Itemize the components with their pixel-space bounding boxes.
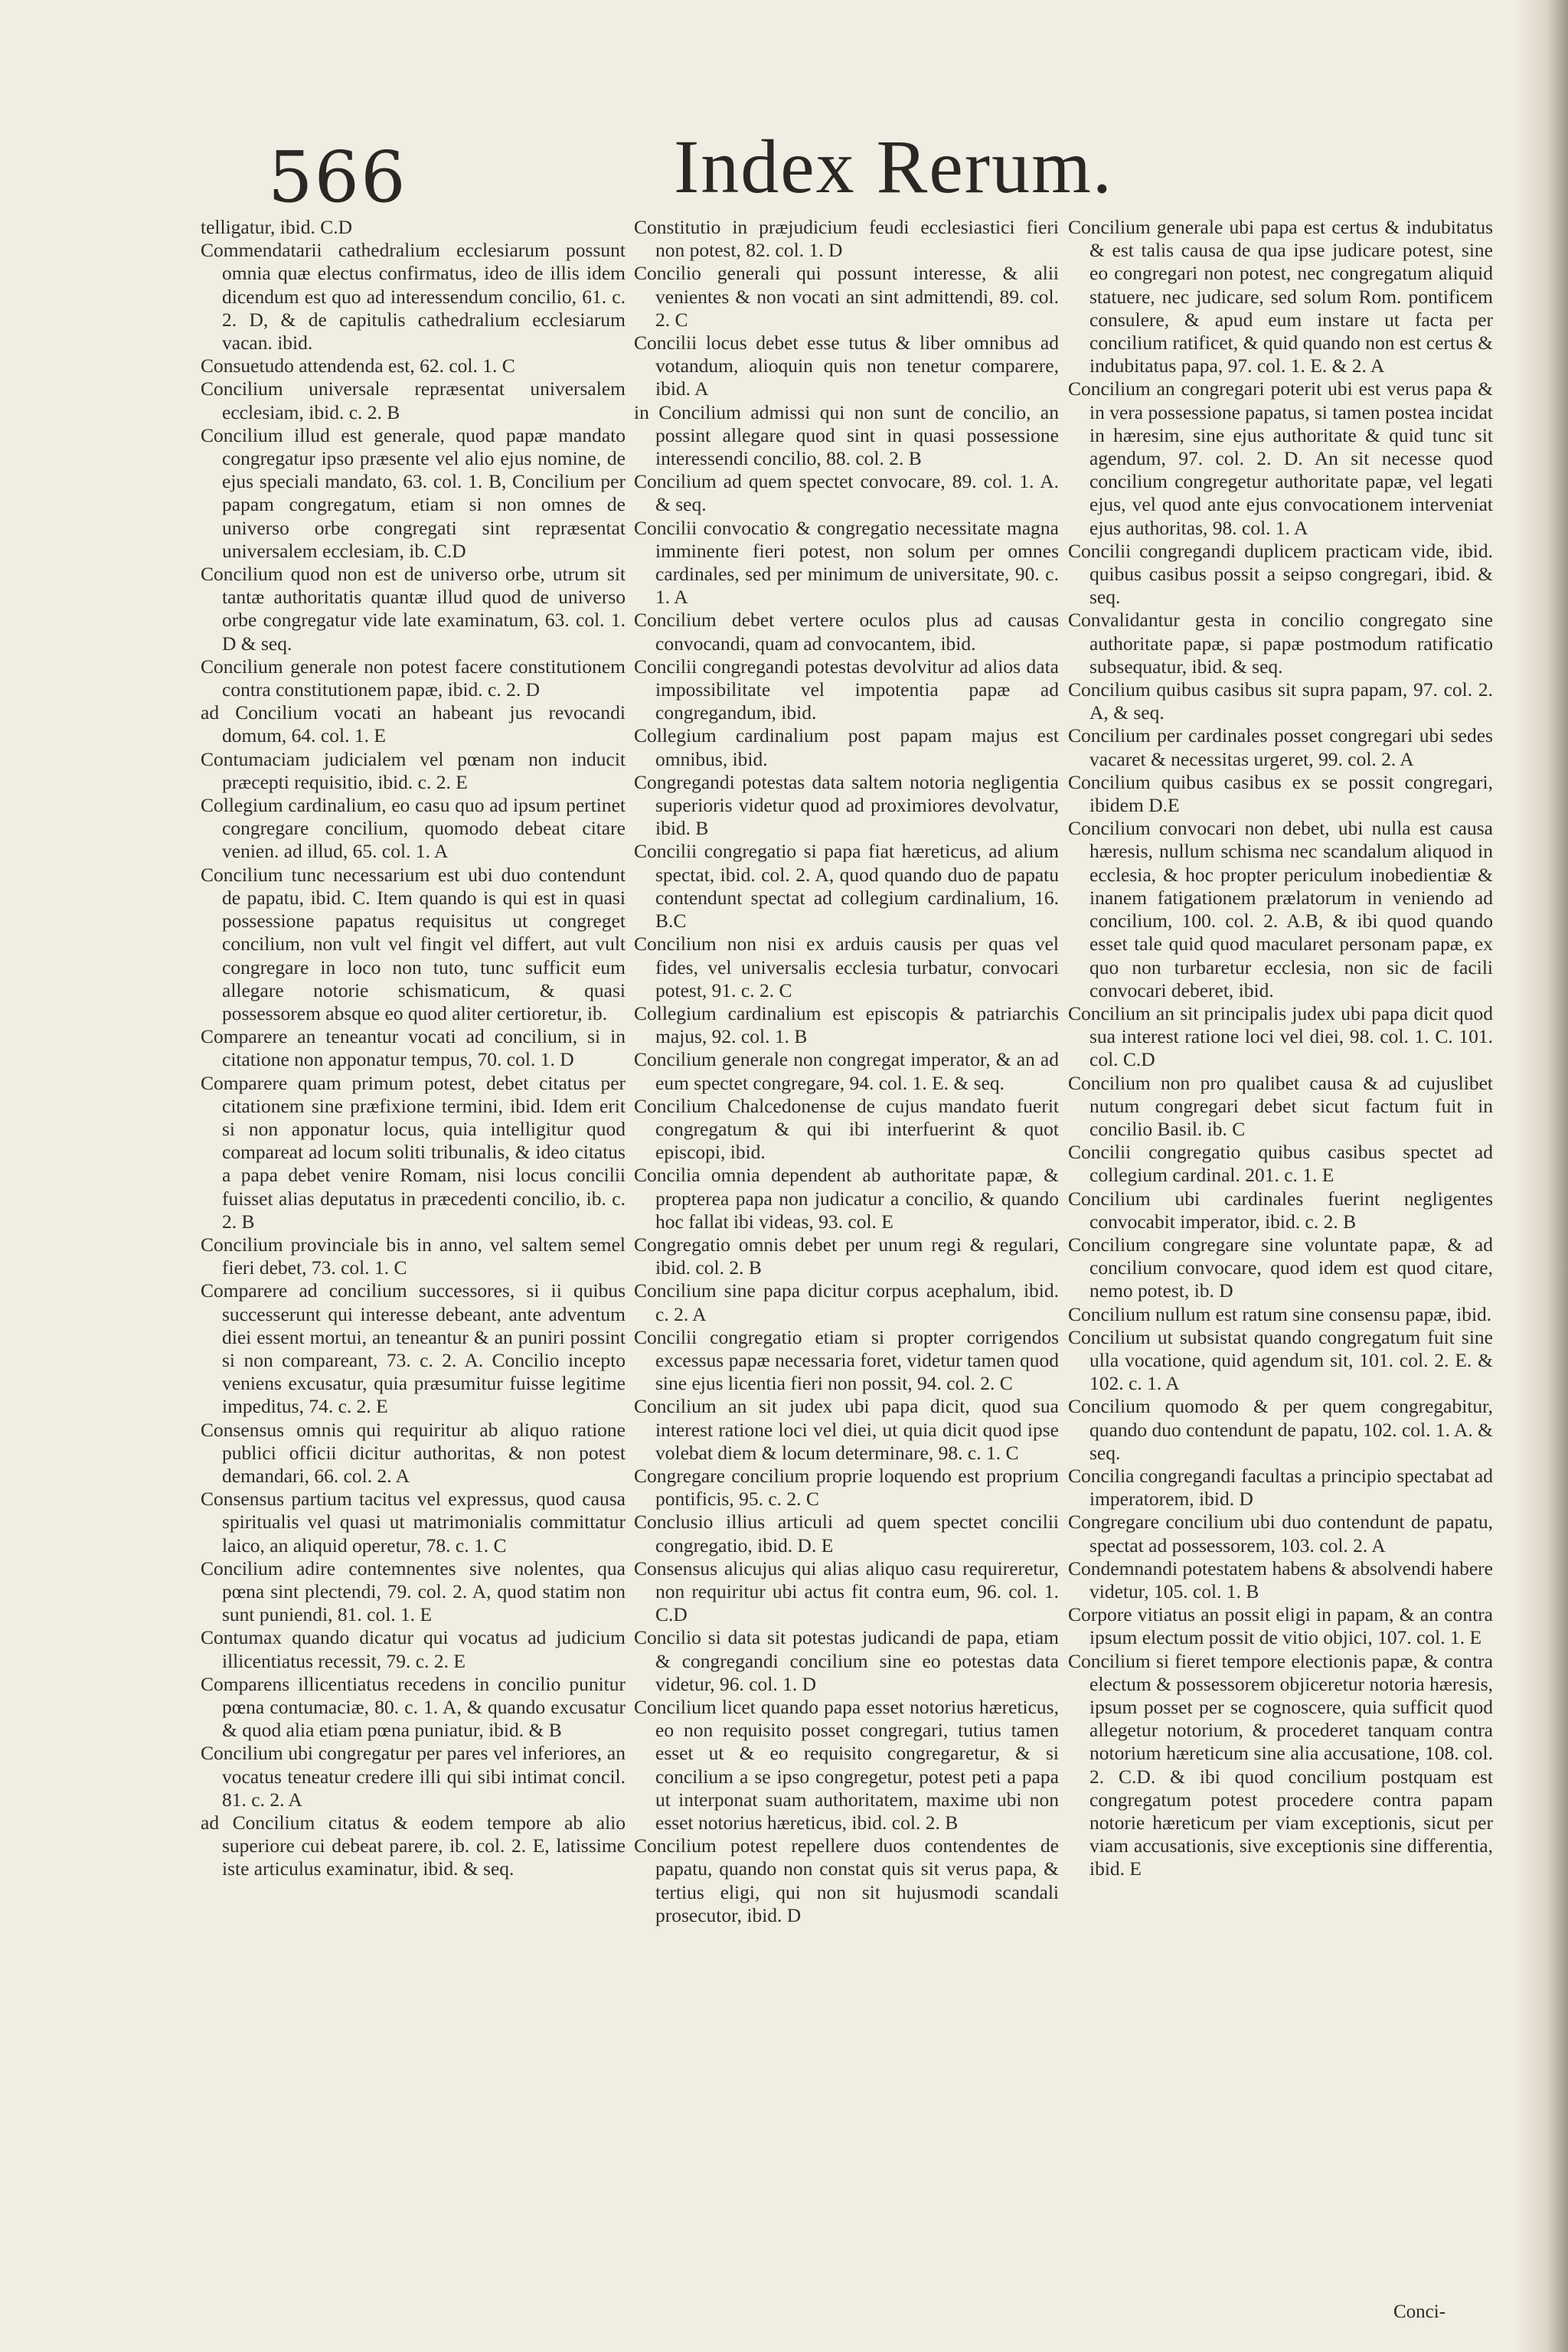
index-entry: Concilium congregare sine voluntate papæ, & ad concilium convocare, quod idem est quod citare, nemo potest, ib. D [1068,1233,1493,1302]
index-entry: in Concilium admissi qui non sunt de concilio, an possint allegare quod sint in quasi possessione interessendi concilio, 88. col. 2. B [634,400,1059,470]
index-entry: Congregare concilium proprie loquendo est proprium pontificis, 95. c. 2. C [634,1464,1059,1511]
index-entry: Congregatio omnis debet per unum regi & regulari, ibid. col. 2. B [634,1233,1059,1279]
index-entry: Concilii congregatio quibus casibus spectet ad collegium cardinal. 201. c. 1. E [1068,1141,1493,1187]
index-entry: Concilii congregandi potestas devolvitur ad alios data impossibilitate vel impotentia papæ ad congregandum, ibid. [634,655,1059,724]
index-entry: ad Concilium citatus & eodem tempore ab alio superiore cui debeat parere, ib. col. 2. E, latissime iste articulus examinatur, ibid. & seq. [201,1811,626,1880]
index-entry: Concilium provinciale bis in anno, vel saltem semel fieri debet, 73. col. 1. C [201,1233,626,1279]
index-entry: Conclusio illius articuli ad quem spectet concilii congregatio, ibid. D. E [634,1511,1059,1557]
index-entry: Comparere quam primum potest, debet citatus per citationem sine præfixione termini, ibid. Idem erit si non apponatur locus, quia intelligitur quod compareat ad locum soliti tribunalis, & ideo citatus a papa debet venire Romam, nisi locus concilii fuisset alias deputatus in præcedenti concilio, ib. c. 2. B [201,1071,626,1233]
index-entry: Concilii locus debet esse tutus & liber omnibus ad votandum, alioquin quis non tenetur comparere, ibid. A [634,332,1059,400]
index-entry: Collegium cardinalium post papam majus est omnibus, ibid. [634,724,1059,770]
index-entry: Concilium nullum est ratum sine consensu papæ, ibid. [1068,1302,1492,1325]
index-entry: Consuetudo attendenda est, 62. col. 1. C [201,354,515,377]
catchword: Conci- [1393,2301,1446,2322]
index-entry: Consensus omnis qui requiritur ab aliquo ratione publici officii dicitur authoritas, & non potest demandari, 66. col. 2. A [201,1418,626,1487]
index-entry: Comparere ad concilium successores, si ii quibus successerunt qui interesse debeant, ante adventum diei essent mortui, an teneantur & an puniri possint si non compareant, 73. c. 2. A. Concilio incepto veniens excusatur, quia præsumitur fuisse legitime impeditus, 74. c. 2. E [201,1279,626,1418]
index-entry: Concilium quibus casibus ex se possit congregari, ibidem D.E [1068,770,1493,817]
index-entry: Concilium potest repellere duos contendentes de papatu, quando non constat quis sit verus papa, & tertius eligi, qui non sit hujusmodi scandali prosecutor, ibid. D [634,1834,1059,1926]
index-entry: Concilium an sit principalis judex ubi papa dicit quod sua interest ratione loci vel diei, 98. col. 1. C. 101. col. C.D [1068,1001,1493,1071]
index-entry: Constitutio in præjudicium feudi ecclesiastici fieri non potest, 82. col. 1. D [634,216,1059,262]
index-entry: Concilium generale non congregat imperator, & an ad eum spectet congregare, 94. col. 1. E. & seq. [634,1048,1059,1094]
index-entry: Concilium non pro qualibet causa & ad cujuslibet nutum congregari debet sicut factum fuit in concilio Basil. ib. C [1068,1071,1493,1140]
index-entry: telligatur, ibid. C.D [201,216,352,238]
index-entry: Concilium licet quando papa esset notorius hæreticus, eo non requisito posset congregari, tutius tamen esset ut & eo requisito congregaretur, & si concilium a se ipso congregetur, potest peti a papa ut interponat suam authoritatem, maxime ubi non esset notorius hæreticus, ibid. col. 2. B [634,1696,1059,1834]
index-entry: Concilium non nisi ex arduis causis per quas vel fides, vel universalis ecclesia turbatur, convocari potest, 91. c. 2. C [634,933,1059,1001]
index-entry: Contumaciam judicialem vel pœnam non inducit præcepti requisitio, ibid. c. 2. E [201,747,626,793]
running-title: Index Rerum. [674,124,1113,209]
index-entry: Convalidantur gesta in concilio congregato sine authoritate papæ, si papæ postmodum ratificatio subsequatur, ibid. & seq. [1068,609,1493,678]
index-entry: Comparere an teneantur vocati ad concilium, si in citatione non apponatur tempus, 70. col. 1. D [201,1025,626,1071]
index-entry: Concilium adire contemnentes sive nolentes, qua pœna sint plectendi, 79. col. 2. A, quod statim non sunt puniendi, 81. col. 1. E [201,1557,626,1626]
index-entry: Condemnandi potestatem habens & absolvendi habere videtur, 105. col. 1. B [1068,1557,1493,1602]
index-entry: Concilii congregatio si papa fiat hæreticus, ad alium spectat, ibid. col. 2. A, quod quando duo de papatu contendunt spectat ad collegium cardinalium, 16. B.C [634,840,1059,933]
index-entry: ad Concilium vocati an habeant jus revocandi domum, 64. col. 1. E [201,701,626,747]
index-entry: Concilia congregandi facultas a principio spectabat ad imperatorem, ibid. D [1068,1464,1493,1511]
index-entry: Consensus partium tacitus vel expressus, quod causa spiritualis vel quasi ut matrimonialis committatur laico, an aliquid operetur, 78. c. 1. C [201,1488,626,1557]
index-entry: Concilium ad quem spectet convocare, 89. col. 1. A. & seq. [634,470,1059,516]
index-entry: Corpore vitiatus an possit eligi in papam, & an contra ipsum electum possit de vitio objici, 107. col. 1. E [1068,1603,1493,1649]
index-entry: Concilium ubi cardinales fuerint negligentes convocabit imperator, ibid. c. 2. B [1068,1187,1493,1233]
index-entry: Collegium cardinalium est episcopis & patriarchis majus, 92. col. 1. B [634,1001,1059,1048]
index-entry: Concilium generale non potest facere constitutionem contra constitutionem papæ, ibid. c. 2. D [201,655,626,701]
index-entry: Concilium tunc necessarium est ubi duo contendunt de papatu, ibid. C. Item quando is qui est in quasi possessione papatus requisitus ut congreget concilium, non vult vel fingit vel differt, aut vult congregare in loco non tuto, tunc sufficit eum allegare notorie schismaticum, & quasi possessorem absque eo quod aliter certioretur, ib. [201,863,626,1024]
index-entry: Concilii congregatio etiam si propter corrigendos excessus papæ necessaria foret, videtur tamen quod sine ejus licentia fieri non possit, 94. col. 2. C [634,1325,1059,1395]
index-entry: Concilium ut subsistat quando congregatum fuit sine ulla vocatione, quid agendum sit, 101. col. 2. E. & 102. c. 1. A [1068,1325,1493,1395]
index-column-2 [634,216,1059,1927]
index-entry: Concilium quod non est de universo orbe, utrum sit tantæ authoritatis quantæ illud quod de universo orbe congregatur vide late examinatum, 63. col. 1. D & seq. [201,563,626,655]
index-entry: Concilium Chalcedonense de cujus mandato fuerit congregatum & qui ibi interfuerint & quot episcopi, ibid. [634,1094,1059,1164]
index-entry: Concilium generale ubi papa est certus & indubitatus & est talis causa de qua ipse judicare potest, sine eo congregari non potest, nec congregatum aliquid statuere, nec judicare, sed solum Rom. pontificem consulere, & apud eum instare ut facta per concilium ratificet, & quid quando non est certus & indubitatus papa, 97. col. 1. E. & 2. A [1068,216,1493,377]
index-column-3 [1068,216,1493,1881]
index-entry: Concilium sine papa dicitur corpus acephalum, ibid. c. 2. A [634,1279,1059,1325]
index-entry: Concilio si data sit potestas judicandi de papa, etiam & congregandi concilium sine eo potestas data videtur, 96. col. 1. D [634,1626,1059,1695]
index-entry: Collegium cardinalium, eo casu quo ad ipsum pertinet congregare concilium, quomodo debeat citare venien. ad illud, 65. col. 1. A [201,794,626,863]
index-entry: Concilium an sit judex ubi papa dicit, quod sua interest ratione loci vel diei, ut quia dicit quod ipse volebat diem & locum determinare, 98. c. 1. C [634,1395,1059,1464]
index-entry: Concilio generali qui possunt interesse, & alii venientes & non vocati an sint admittendi, 89. col. 2. C [634,262,1059,331]
index-entry: Congregare concilium ubi duo contendunt de papatu, spectat ad possessorem, 103. col. 2. A [1068,1511,1493,1557]
index-entry: Congregandi potestas data saltem notoria negligentia superioris videtur quod ad proximiores devolvatur, ibid. B [634,770,1059,840]
index-entry: Concilium si fieret tempore electionis papæ, & contra electum & possessorem objiceretur notoria hæresis, ipsum posset per se cognoscere, quia sufficit quod allegetur notorium, & procederet tanquam contra notorium hæreticum sine alia accusatione, 108. col. 2. C.D. & ibi quod concilium postquam est congregatum potest procedere contra papam notorie hæreticum per viam exceptionis, sicut per viam accusationis, sive exceptionis sine differentia, ibid. E [1068,1649,1493,1880]
index-entry: Concilium per cardinales posset congregari ubi sedes vacaret & necessitas urgeret, 99. col. 2. A [1068,724,1493,770]
index-entry: Concilii convocatio & congregatio necessitate magna imminente fieri potest, non solum per omnes cardinales, sed per minimum de universitate, 90. c. 1. A [634,516,1059,609]
index-entry: Consensus alicujus qui alias aliquo casu requireretur, non requiritur ubi actus fit contra eum, 96. col. 1. C.D [634,1557,1059,1626]
index-entry: Concilium quomodo & per quem congregabitur, quando duo contendunt de papatu, 102. col. 1. A. & seq. [1068,1395,1493,1464]
index-entry: Concilium universale repræsentat universalem ecclesiam, ibid. c. 2. B [201,377,626,423]
index-entry: Concilium debet vertere oculos plus ad causas convocandi, quam ad convocantem, ibid. [634,609,1059,655]
index-entry: Concilium convocari non debet, ubi nulla est causa hæresis, nullum schisma nec scandalum aliquod in ecclesia, & hoc propter periculum inobedientiæ & inanem fatigationem prælatorum in veniendo ad concilium, 100. col. 2. A.B, & ibi quod quando esset tale quid quod macularet personam papæ, ex quo non turbaretur ecclesia, non sic de facili convocari deberet, ibid. [1068,817,1493,1001]
index-entry: Comparens illicentiatus recedens in concilio punitur pœna contumaciæ, 80. c. 1. A, & quando excusatur & quod alia etiam pœna puniatur, ibid. & B [201,1672,626,1742]
index-entry: Concilia omnia dependent ab authoritate papæ, & propterea papa non judicatur a concilio, & quando hoc fallat ibi videas, 93. col. E [634,1164,1059,1233]
index-entry: Concilium an congregari poterit ubi est verus papa & in vera possessione papatus, si tamen postea incidat in hæresim, sine ejus authoritate & quid tunc sit agendum, 97. col. 2. D. An sit necesse quod concilium congregetur authoritate papæ, vel legati ejus, vel quod ante ejus convocationem interveniat ejus authoritas, 98. col. 1. A [1068,377,1493,539]
index-entry: Concilium quibus casibus sit supra papam, 97. col. 2. A, & seq. [1068,678,1493,724]
index-entry: Commendatarii cathedralium ecclesiarum possunt omnia quæ electus confirmatus, ideo de illis idem dicendum est quo ad interessendum concilio, 61. c. 2. D, & de capitulis cathedralium ecclesiarum vacan. ibid. [201,239,626,354]
index-column-1 [201,216,626,1881]
index-entry: Contumax quando dicatur qui vocatus ad judicium illicentiatus recessit, 79. c. 2. E [201,1626,626,1672]
index-entry: Concilium illud est generale, quod papæ mandato congregatur ipso præsente vel alio ejus nomine, de ejus speciali mandato, 63. col. 1. B, Concilium per papam congregatum, etiam si non omnes de universo orbe congregati sint repræsentat universalem ecclesiam, ib. C.D [201,423,626,562]
index-entry: Concilii congregandi duplicem practicam vide, ibid. quibus casibus possit a seipso congregari, ibid. & seq. [1068,539,1493,609]
index-entry: Concilium ubi congregatur per pares vel inferiores, an vocatus teneatur credere illi qui sibi intimat concil. 81. c. 2. A [201,1742,626,1811]
page-number: 566 [268,136,407,218]
